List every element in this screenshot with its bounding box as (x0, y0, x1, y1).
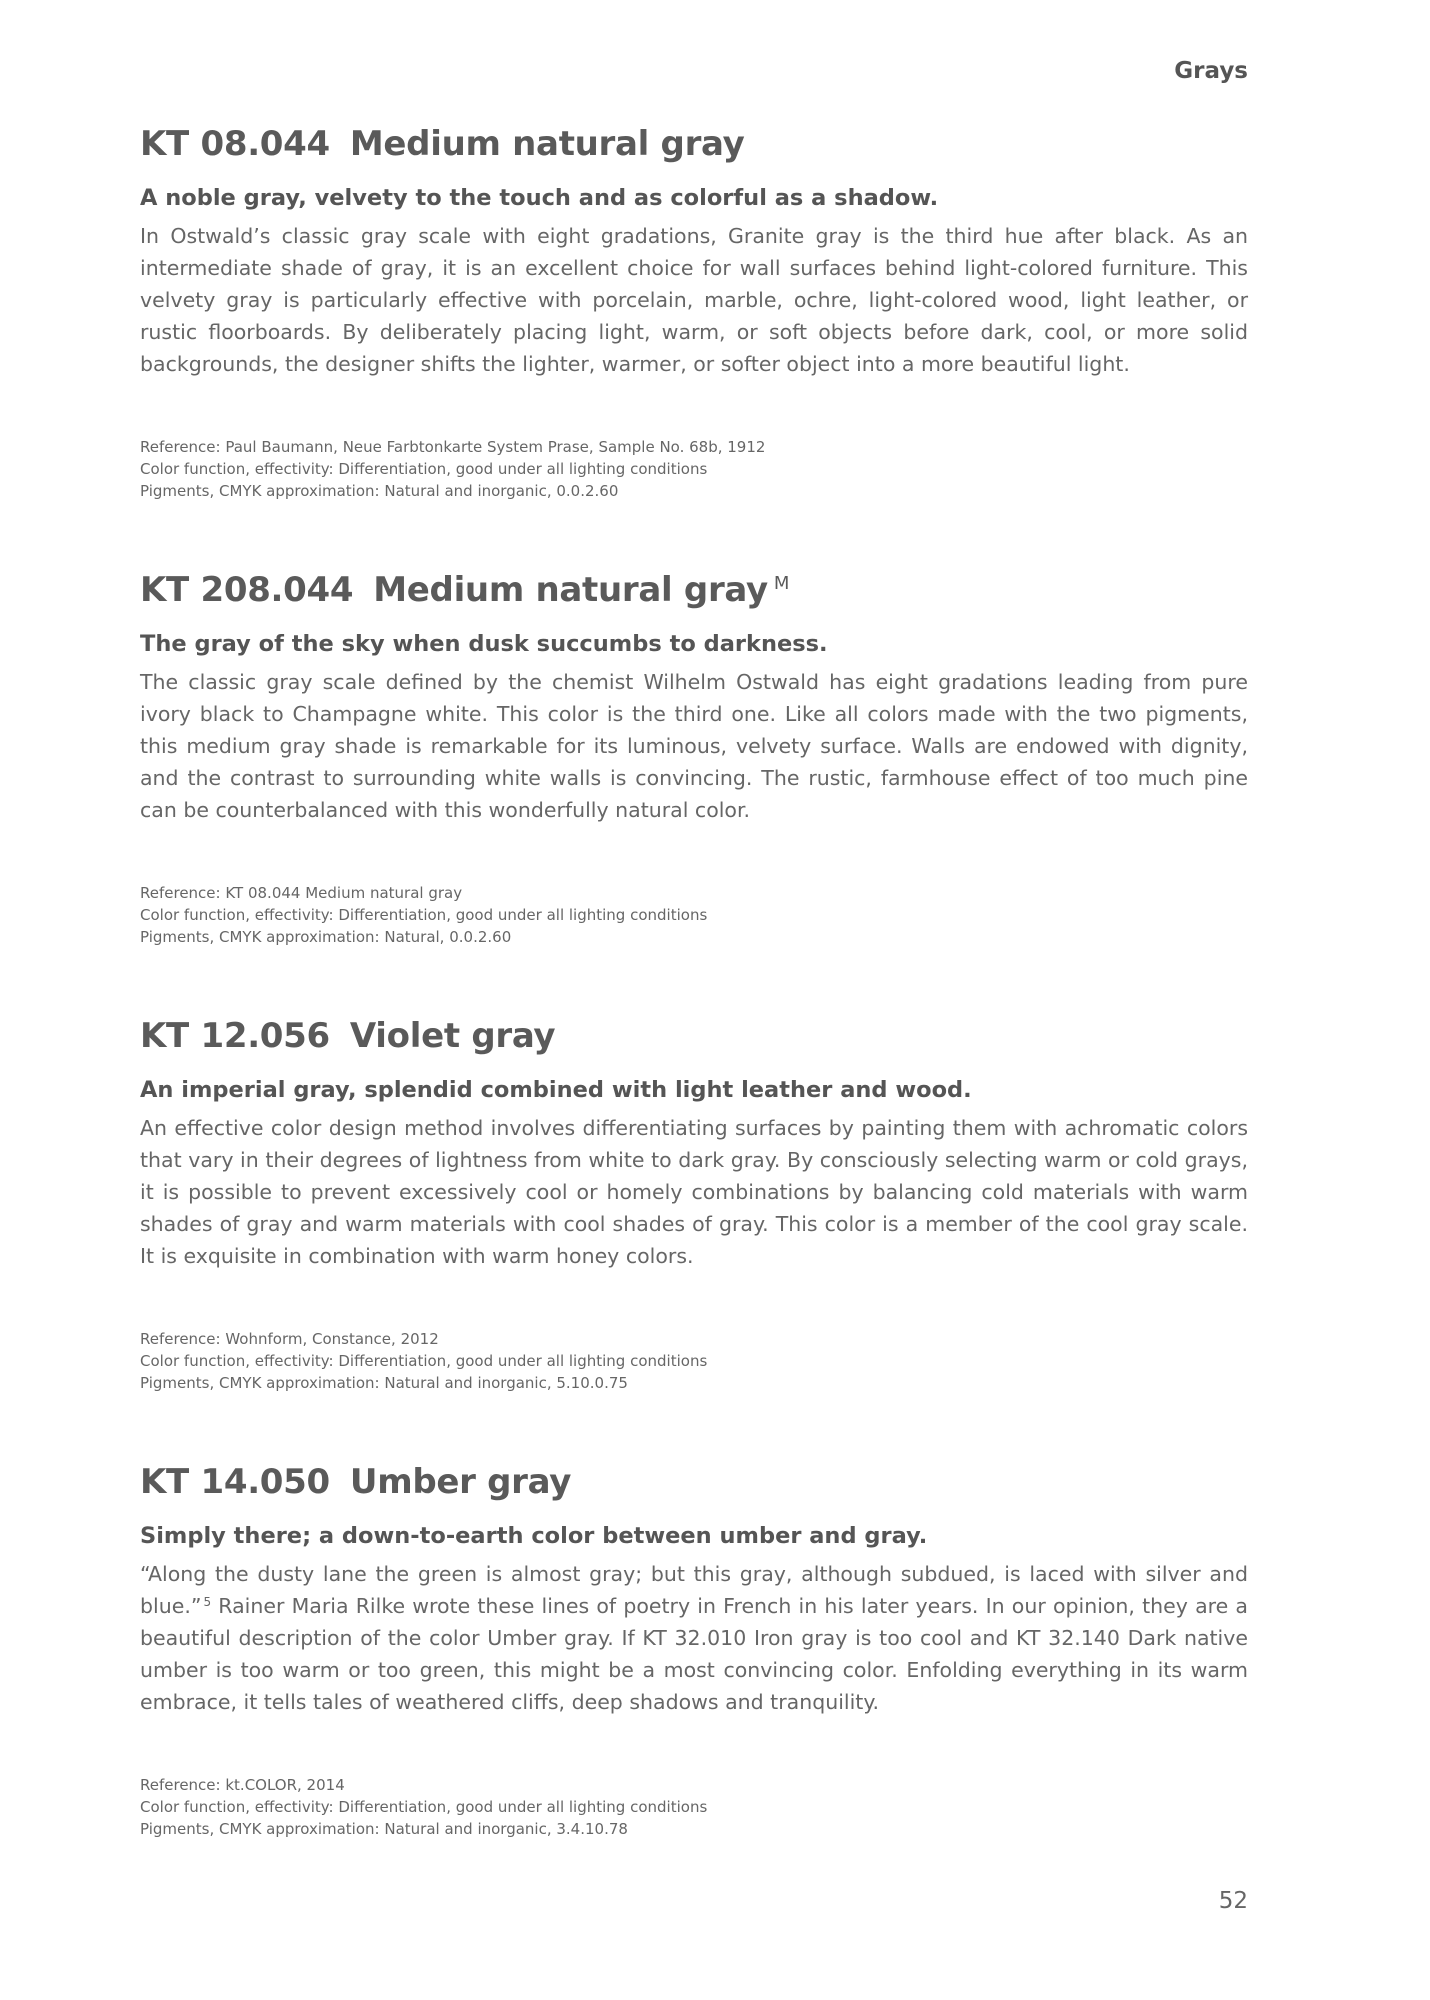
entry-pigments: Pigments, CMYK approximation: Natural and inorganic, 3.4.10.78 (140, 1820, 628, 1838)
color-entry-kt-14-050 (140, 1458, 1248, 1840)
entry-reference: Reference: KT 08.044 Medium natural gray (140, 884, 463, 902)
entry-body: An effective color design method involves differentiating surfaces by painting them with achromatic colors that vary in their degrees of lightness from white to dark gray. By consciously selecting warm or cold grays, it is possible to prevent excessively cool or homely combinations by balancing cold materials with warm shades of gray and warm materials with cool shades of gray. This color is a member of the cool gray scale. It is exquisite in combination with warm honey colors. (140, 1116, 1248, 1268)
entry-tagline: An imperial gray, splendid combined with light leather and wood. (140, 1077, 972, 1103)
entry-title (140, 120, 1248, 168)
entry-color-function: Color function, effectivity: Differentiation, good under all lighting conditions (140, 1352, 708, 1370)
entry-code: KT 14.050 (140, 1462, 330, 1502)
entry-title (140, 1012, 1248, 1060)
entry-name: Violet gray (349, 1016, 556, 1056)
entry-title (140, 566, 1248, 614)
entry-name: Medium natural gray (349, 124, 745, 164)
footnote-marker: 5 (203, 1595, 212, 1609)
page-number: 52 (1218, 1888, 1248, 1914)
entry-tagline: A noble gray, velvety to the touch and as colorful as a shadow. (140, 185, 939, 211)
entry-body-text: Rainer Maria Rilke wrote these lines of poetry in French in his later years. In our opinion, they are a beautiful description of the color Umber gray. If KT 32.010 Iron gray is too cool and KT 32.140 Dark native umber is too warm or too green, this might be a most convincing color. Enfolding everything in its warm embrace, it tells tales of weathered cliffs, deep shadows and tranquility. (140, 1594, 1248, 1714)
entry-reference: Reference: Paul Baumann, Neue Farbtonkarte System Prase, Sample No. 68b, 1912 (140, 438, 766, 456)
color-entry-kt-208-044 (140, 566, 1248, 948)
entry-name: Medium natural gray (373, 570, 768, 610)
entry-tagline: Simply there; a down-to-earth color between umber and gray. (140, 1523, 928, 1549)
entry-tagline: The gray of the sky when dusk succumbs to darkness. (140, 631, 828, 657)
entry-title (140, 1458, 1248, 1506)
entry-pigments: Pigments, CMYK approximation: Natural and inorganic, 5.10.0.75 (140, 1374, 628, 1392)
color-entry-kt-12-056 (140, 1012, 1248, 1394)
entry-pigments: Pigments, CMYK approximation: Natural and inorganic, 0.0.2.60 (140, 482, 619, 500)
entry-body: In Ostwald’s classic gray scale with eight gradations, Granite gray is the third hue after black. As an intermediate shade of gray, it is an excellent choice for wall surfaces behind light-colored furniture. This velvety gray is particularly effective with porcelain, marble, ochre, light-colored wood, light leather, or rustic floorboards. By deliberately placing light, warm, or soft objects before dark, cool, or more solid backgrounds, the designer shifts the lighter, warmer, or softer object into a more beautiful light. (140, 224, 1248, 376)
entry-reference: Reference: kt.COLOR, 2014 (140, 1776, 345, 1794)
entry-color-function: Color function, effectivity: Differentiation, good under all lighting conditions (140, 906, 708, 924)
entry-meta (140, 882, 1248, 948)
entry-pigments: Pigments, CMYK approximation: Natural, 0.0.2.60 (140, 928, 512, 946)
entry-name: Umber gray (349, 1462, 572, 1502)
entry-code: KT 12.056 (140, 1016, 330, 1056)
entry-body (140, 1558, 1248, 1718)
entry-color-function: Color function, effectivity: Differentiation, good under all lighting conditions (140, 460, 708, 478)
entry-meta (140, 1774, 1248, 1840)
entry-meta (140, 436, 1248, 502)
running-head: Grays (1174, 58, 1248, 84)
entry-reference: Reference: Wohnform, Constance, 2012 (140, 1330, 439, 1348)
entry-marker: M (773, 573, 790, 594)
entry-meta (140, 1328, 1248, 1394)
color-entry-kt-08-044 (140, 120, 1248, 502)
entry-body: The classic gray scale defined by the chemist Wilhelm Ostwald has eight gradations leading from pure ivory black to Champagne white. This color is the third one. Like all colors made with the two pigments, this medium gray shade is remarkable for its luminous, velvety surface. Walls are endowed with dignity, and the contrast to surrounding white walls is convincing. The rustic, farmhouse effect of too much pine can be counterbalanced with this wonderfully natural color. (140, 670, 1248, 822)
entry-code: KT 208.044 (140, 570, 354, 610)
entry-quote: “Along the dusty lane the green is almost gray; but this gray, although subdued, is laced with silver and blue.” (140, 1562, 1248, 1618)
entry-color-function: Color function, effectivity: Differentiation, good under all lighting conditions (140, 1798, 708, 1816)
entry-code: KT 08.044 (140, 124, 330, 164)
